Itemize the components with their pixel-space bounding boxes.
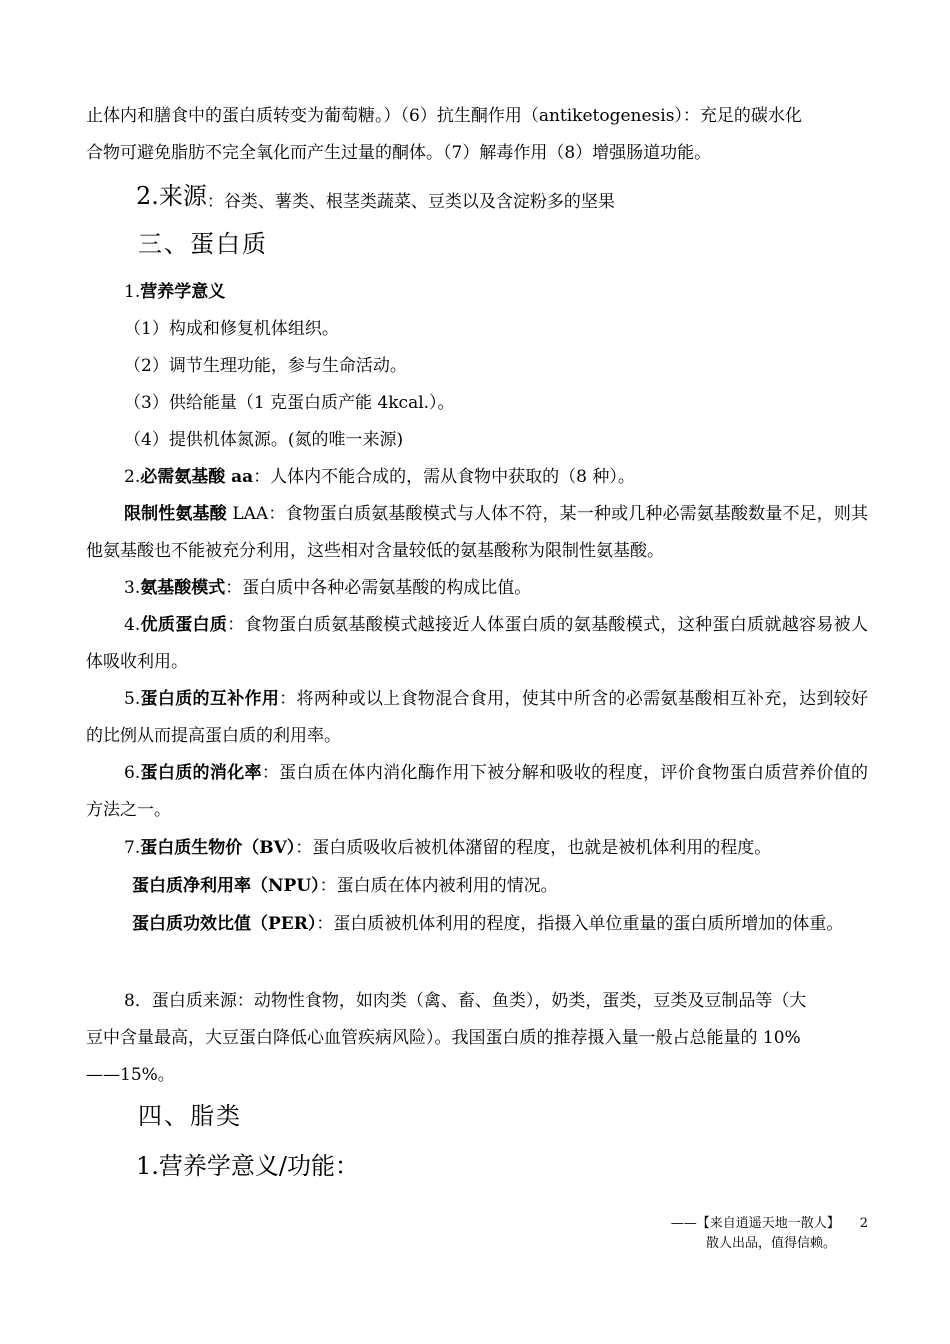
term: 蛋白质的互补作用	[140, 689, 280, 709]
carb-source-text: ：谷类、薯类、根茎类蔬菜、豆类以及含淀粉多的坚果	[206, 192, 615, 212]
definition: ：食物蛋白质氨基酸模式越接近人体蛋白质的氨基酸模式，这种蛋白质就越容易被人体吸收利用。	[86, 615, 869, 672]
limiting-amino-acid	[86, 496, 868, 570]
definition: ：蛋白质在体内消化酶作用下被分解和吸收的程度，评价食物蛋白质营养价值的方法之一。	[86, 763, 869, 820]
item-number: 7.	[124, 838, 141, 858]
protein-source-line-2: 豆中含量最高，大豆蛋白降低心血管疾病风险）。我国蛋白质的推荐摄入量一般占总能量的 10%	[86, 1028, 801, 1048]
item-number: 3.	[124, 578, 141, 598]
page-footer	[671, 1214, 868, 1254]
protein-significance-title	[124, 274, 868, 311]
biological-value	[124, 830, 868, 867]
term: 蛋白质净利用率（NPU）	[132, 876, 320, 896]
protein-complementary-action	[86, 681, 868, 755]
essential-amino-acid	[124, 459, 868, 496]
item-number: 2.	[124, 467, 141, 487]
protein-function-1: （1）构成和修复机体组织。	[124, 319, 339, 339]
definition: ：蛋白质被机体利用的程度，指摄入单位重量的蛋白质所增加的体重。	[316, 914, 844, 934]
definition: ：将两种或以上食物混合食用，使其中所含的必需氨基酸相互补充，达到较好的比例从而提高蛋白质的利用率。	[86, 689, 869, 746]
footer-line-2: 散人出品，值得信赖。	[705, 1236, 836, 1251]
protein-function-3: （3）供给能量（1 克蛋白质产能 4kcal.）。	[124, 393, 455, 413]
protein-function-2: （2）调节生理功能，参与生命活动。	[124, 356, 407, 376]
protein-function-4: （4）提供机体氮源。(氮的唯一来源)	[124, 430, 404, 450]
intro-line-1: 止体内和膳食中的蛋白质转变为葡萄糖。）（6）抗生酮作用（antiketogenesis）：充足的碳水化	[86, 106, 802, 126]
quality-protein	[86, 607, 868, 681]
item-number: 5.	[124, 689, 141, 709]
intro-line-2: 合物可避免脂肪不完全氧化而产生过量的酮体。（7）解毒作用（8）增强肠道功能。	[86, 143, 712, 163]
term: 氨基酸模式	[140, 578, 226, 598]
net-protein-utilization	[132, 868, 868, 905]
carb-source-heading	[136, 180, 615, 215]
page-number: 2	[859, 1216, 868, 1231]
protein-source-line-1: 8．蛋白质来源：动物性食物，如肉类（禽、畜、鱼类），奶类，蛋类，豆类及豆制品等（大	[124, 991, 807, 1011]
protein-efficiency-ratio	[86, 906, 868, 943]
lipid-significance-heading: 1.营养学意义/功能：	[136, 1152, 359, 1180]
term: 优质蛋白质	[140, 615, 228, 635]
item-number: 6.	[124, 763, 141, 783]
section-3-heading: 三、蛋白质	[138, 230, 268, 258]
definition: ：蛋白质吸收后被机体潴留的程度，也就是被机体利用的程度。	[295, 838, 772, 858]
term: 蛋白质功效比值（PER）	[132, 914, 317, 934]
amino-acid-pattern	[124, 570, 868, 607]
footer-line-1	[671, 1214, 868, 1234]
item-number: 4.	[124, 615, 141, 635]
term: 蛋白质的消化率	[140, 763, 262, 783]
protein-digestibility	[86, 755, 868, 829]
footer-source: ——【来自逍遥天地一散人】	[670, 1216, 840, 1231]
term: 营养学意义	[140, 282, 226, 302]
carb-source-title: 2.来源	[136, 182, 207, 210]
term: 必需氨基酸 aa	[140, 467, 254, 487]
protein-source-line-3: ——15%。	[86, 1065, 175, 1085]
term: 限制性氨基酸	[124, 504, 227, 524]
section-4-heading: 四、脂类	[138, 1102, 242, 1130]
definition: ：蛋白质中各种必需氨基酸的构成比值。	[225, 578, 532, 598]
definition: ：人体内不能合成的，需从食物中获取的（8 种）。	[253, 467, 635, 487]
item-number: 1.	[124, 282, 141, 302]
definition: ：蛋白质在体内被利用的情况。	[319, 876, 558, 896]
term: 蛋白质生物价（BV）	[140, 838, 296, 858]
definition: LAA：食物蛋白质氨基酸模式与人体不符，某一种或几种必需氨基酸数量不足，则其他氨基酸也不能被充分利用，这些相对含量较低的氨基酸称为限制性氨基酸。	[86, 504, 869, 561]
